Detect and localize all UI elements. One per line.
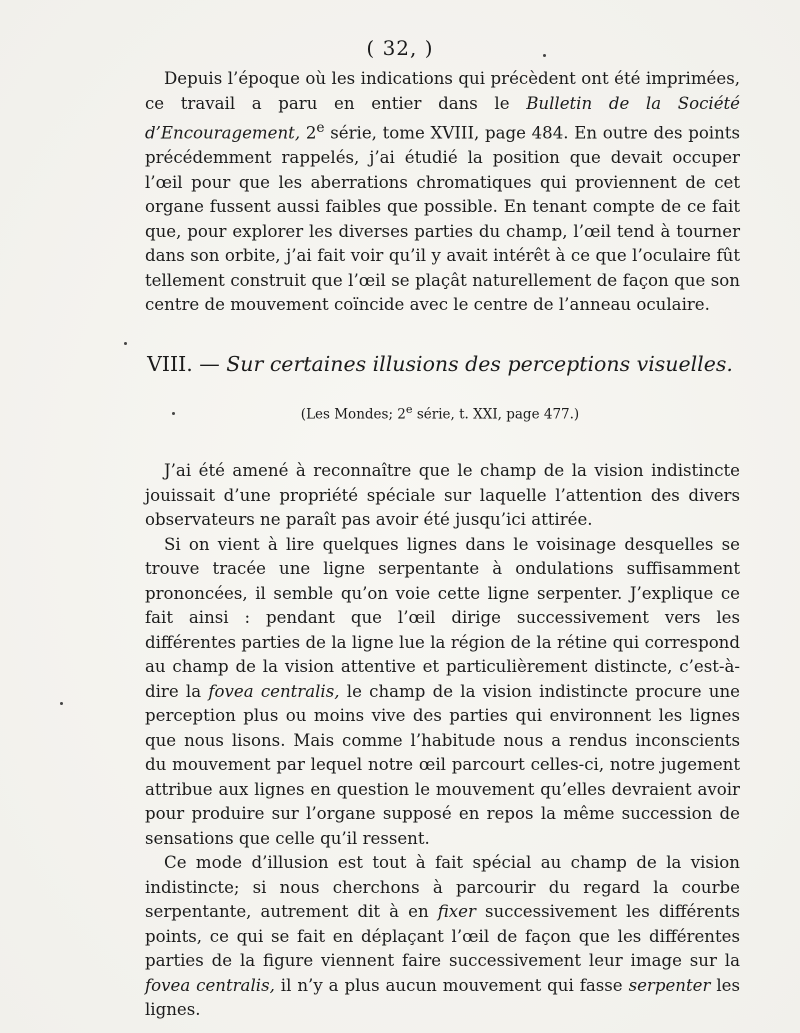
- body-text: [145, 459, 740, 1023]
- paragraph-3-text-a: Ce mode d’illusion est tout à fait spécial au champ de la vision indistincte; si nous cherchons à parcourir du regard la courbe serpentante, autrement dit à en: [145, 853, 740, 921]
- bulletin-title: Bulletin de la Société d’Encouragement,: [145, 93, 740, 143]
- paragraph-2-text-b: le champ de la vision indistincte procure une perception plus ou moins vive des parties qui environnent les lignes que nous lisons. Mais comme l’habitude nous a rendus inconscients du mouvement par lequel notre œil parcourt celles-ci, notre jugement attribue aux lignes en question le mouvement qu’elles devraient avoir pour produire sur l’organe supposé en repos la même succession de sensations que celle qu’il ressent.: [145, 681, 740, 848]
- paragraph-3-text-d: les lignes.: [145, 975, 740, 1019]
- intro-text-2: 2: [300, 123, 317, 143]
- intro-text: [145, 67, 740, 318]
- page-number: ( 32, ): [366, 36, 434, 60]
- citation-post: série, t. XXI, page 477.): [412, 406, 580, 423]
- section-number: VIII. —: [147, 352, 227, 376]
- margin-dot: [124, 342, 127, 345]
- paragraph-2-text-a: Si on vient à lire quelques lignes dans le voisinage desquelles se trouve tracée une ligne serpentante à ondulations suffisamment prononcées, il semble qu’on voie cette ligne serpenter. J’explique ce fait ainsi : pendant que l’œil dirige successivement vers les différentes parties de la ligne lue la région de la rétine qui correspond au champ de la vision attentive et particulièrement distincte, c’est-à-dire la: [145, 534, 740, 701]
- citation: [140, 403, 740, 423]
- margin-dot: [172, 412, 175, 415]
- intro-text-3: série, tome XVIII, page 484. En outre des points précédemment rappelés, j’ai étudié la position que devait occuper l’œil pour que les aberrations chromatiques qui proviennent de cet organe fussent aussi faibles que possible. En tenant compte de ce fait que, pour explorer les diverses parties du champ, l’œil tend à tourner dans son orbite, j’ai fait voir qu’il y avait intérêt à ce que l’oculaire fût tellement construit que l’œil se plaçât naturellement de façon que son centre de mouvement coïncide avec le centre de l’anneau oculaire.: [145, 123, 740, 315]
- serpenter-term: serpenter: [628, 975, 711, 995]
- paragraph-3: [145, 851, 740, 1023]
- fovea-term-1: fovea centralis,: [208, 681, 340, 701]
- section-heading: [140, 352, 740, 376]
- paragraph-2: [145, 533, 740, 852]
- intro-text-1: Depuis l’époque où les indications qui précèdent ont été imprimées, ce travail a paru en entier dans le: [145, 69, 740, 113]
- citation-pre: (Les Mondes; 2: [300, 406, 406, 423]
- fixer-term: fixer: [437, 902, 476, 921]
- intro-superscript: e: [316, 120, 325, 136]
- margin-dot: [60, 702, 63, 705]
- fovea-term-2: fovea centralis,: [145, 975, 275, 995]
- paragraph-3-text-c: il n’y a plus aucun mouvement qui fasse: [274, 975, 629, 995]
- paragraph-1: J’ai été amené à reconnaître que le champ de la vision indistincte jouissait d’une propriété spéciale sur laquelle l’attention des divers observateurs ne paraît pas avoir été jusqu’ici attirée.: [145, 461, 740, 529]
- intro-paragraph: [145, 67, 740, 318]
- section-title: Sur certaines illusions des perceptions visuelles.: [226, 352, 733, 376]
- paragraph-3-text-b: successivement les différents points, ce qui se fait en déplaçant l’œil de façon que les différentes parties de la figure viennent faire successivement leur image sur la: [145, 902, 740, 970]
- citation-superscript: e: [405, 403, 413, 416]
- margin-dot: [543, 54, 546, 57]
